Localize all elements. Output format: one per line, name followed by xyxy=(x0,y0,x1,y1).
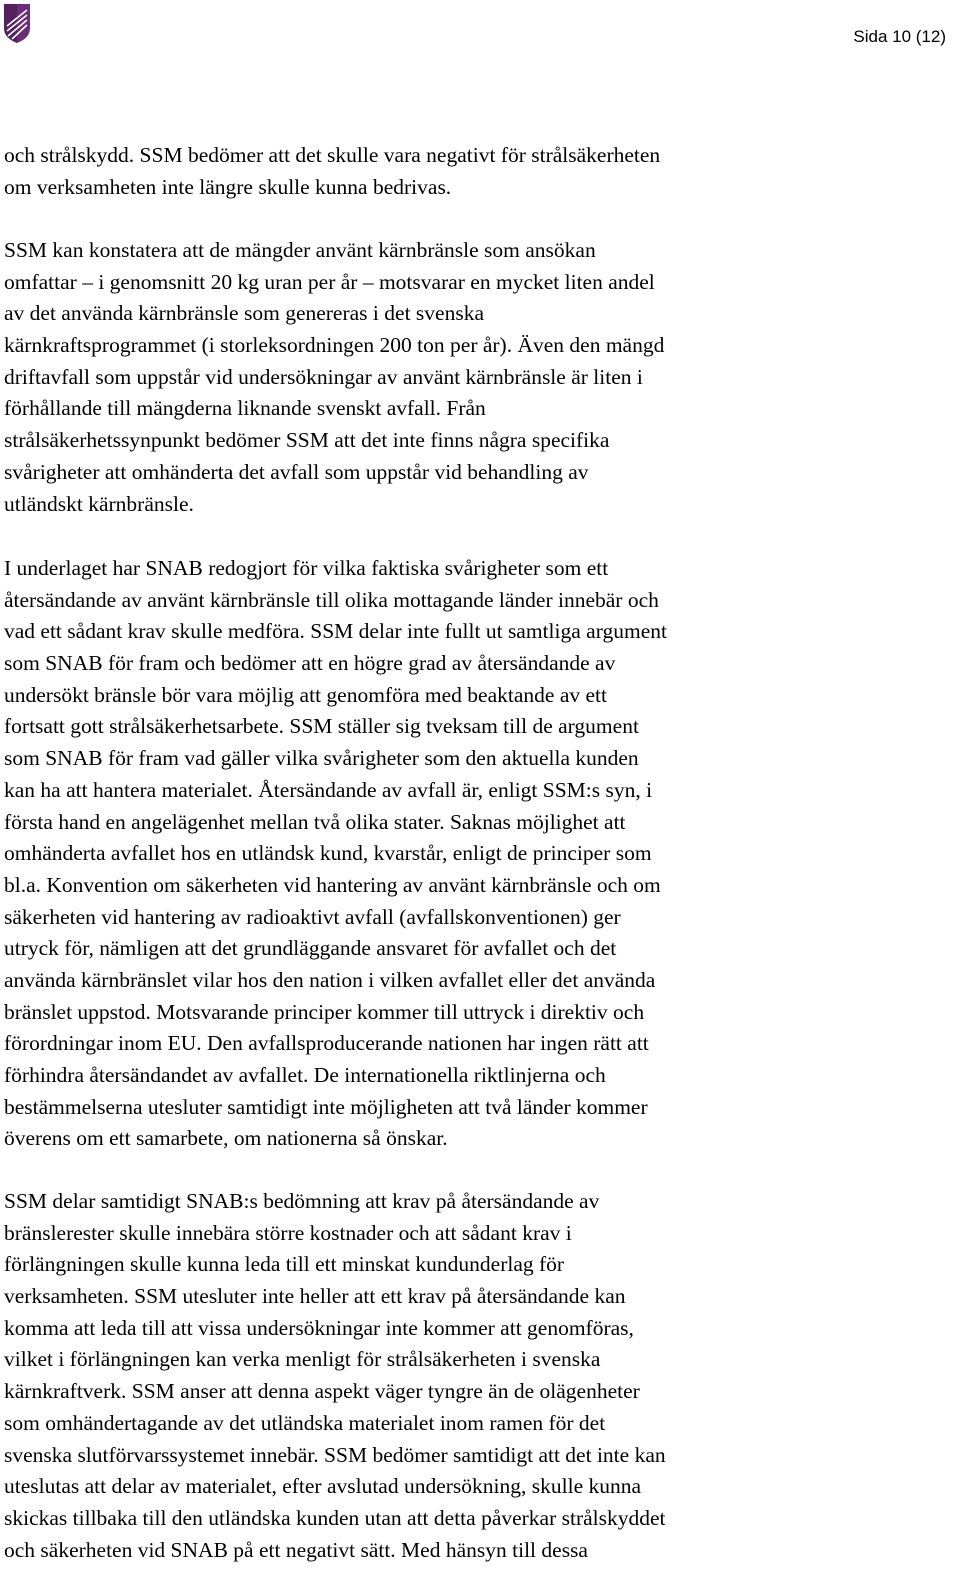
text-line: och säkerheten vid SNAB på ett negativt sätt. Med hänsyn till dessa xyxy=(4,1537,588,1562)
text-line: vad ett sådant krav skulle medföra. SSM delar inte fullt ut samtliga argument xyxy=(4,619,667,644)
text-line: uteslutas att delar av materialet, efter avslutad undersökning, skulle kunna xyxy=(4,1474,642,1499)
paragraph-1 xyxy=(4,140,660,203)
text-line: vilket i förlängningen kan verka menligt för strålsäkerheten i svenska xyxy=(4,1347,601,1372)
text-line: SSM delar samtidigt SNAB:s bedömning att krav på återsändande av xyxy=(4,1189,600,1213)
paragraph-3 xyxy=(4,553,667,1155)
text-line: bestämmelserna utesluter samtidigt inte möjligheten att två länder kommer xyxy=(4,1094,648,1119)
text-line: bl.a. Konvention om säkerheten vid hantering av använt kärnbränsle och om xyxy=(4,872,661,897)
text-line: förhållande till mängderna liknande svenskt avfall. Från xyxy=(4,396,486,421)
text-line: bränslerester skulle innebära större kostnader och att sådant krav i xyxy=(4,1220,572,1245)
text-line: I underlaget har SNAB redogjort för vilka faktiska svårigheter som ett xyxy=(4,556,609,580)
text-line: förhindra återsändandet av avfallet. De internationella riktlinjerna och xyxy=(4,1063,606,1087)
text-line: använda kärnbränslet vilar hos den nation i vilken avfallet eller det använda xyxy=(4,967,656,992)
text-line: driftavfall som uppstår vid undersökningar av använt kärnbränsle är liten i xyxy=(4,364,643,389)
text-line: förordningar inom EU. Den avfallsproducerande nationen har ingen rätt att xyxy=(4,1031,649,1056)
text-line: överens om ett samarbete, om nationerna så önskar. xyxy=(4,1126,448,1151)
text-line: omhänderta avfallet hos en utländsk kund, kvarstår, enligt de principer som xyxy=(4,841,652,866)
ssm-logo-icon xyxy=(2,2,32,44)
text-line: utländskt kärnbränsle. xyxy=(4,491,194,516)
text-line: om verksamheten inte längre skulle kunna bedrivas. xyxy=(4,174,452,199)
text-line: bränslet uppstod. Motsvarande principer kommer till uttryck i direktiv och xyxy=(4,999,645,1024)
text-line: strålsäkerhetssynpunkt bedömer SSM att det inte finns några specifika xyxy=(4,428,610,453)
text-line: säkerheten vid hantering av radioaktivt avfall (avfallskonventionen) ger xyxy=(4,904,621,929)
text-line: återsändande av använt kärnbränsle till olika mottagande länder innebär och xyxy=(4,587,659,612)
text-line: kärnkraftverk. SSM anser att denna aspekt väger tyngre än de olägenheter xyxy=(4,1379,640,1404)
text-line: utryck för, nämligen att det grundläggande ansvaret för avfallet och det xyxy=(4,936,617,961)
text-line: och strålskydd. SSM bedömer att det skulle vara negativt för strålsäkerheten xyxy=(4,143,661,167)
text-line: komma att leda till att vissa undersökningar inte kommer att genomföras, xyxy=(4,1315,634,1340)
text-line: förlängningen skulle kunna leda till ett minskat kundunderlag för xyxy=(4,1252,565,1277)
paragraph-2 xyxy=(4,235,664,520)
text-line: svenska slutförvarssystemet innebär. SSM bedömer samtidigt att det inte kan xyxy=(4,1442,666,1467)
text-line: som omhändertagande av det utländska materialet inom ramen för det xyxy=(4,1410,606,1435)
text-line: SSM kan konstatera att de mängder använt kärnbränsle som ansökan xyxy=(4,238,596,262)
text-line: som SNAB för fram vad gäller vilka svårigheter som den aktuella kunden xyxy=(4,746,639,771)
text-line: fortsatt gott strålsäkerhetsarbete. SSM ställer sig tveksam till de argument xyxy=(4,714,639,739)
text-line: första hand en angelägenhet mellan två olika stater. Saknas möjlighet att xyxy=(4,809,626,834)
text-line: omfattar – i genomsnitt 20 kg uran per år – motsvarar en mycket liten andel xyxy=(4,269,655,294)
text-line: kan ha att hantera materialet. Återsändande av avfall är, enligt SSM:s syn, i xyxy=(4,777,653,802)
page-number: Sida 10 (12) xyxy=(853,27,946,46)
text-line: kärnkraftsprogrammet (i storleksordningen 200 ton per år). Även den mängd xyxy=(4,333,665,358)
text-line: svårigheter att omhänderta det avfall som uppstår vid behandling av xyxy=(4,459,589,484)
text-line: verksamheten. SSM utesluter inte heller att ett krav på återsändande kan xyxy=(4,1284,626,1309)
text-line: skickas tillbaka till den utländska kunden utan att detta påverkar strålskyddet xyxy=(4,1505,666,1530)
paragraph-4 xyxy=(4,1186,666,1566)
text-line: undersökt bränsle bör vara möjlig att genomföra med beaktande av ett xyxy=(4,682,607,707)
text-line: av det använda kärnbränsle som genereras i det svenska xyxy=(4,301,484,326)
text-line: som SNAB för fram och bedömer att en högre grad av återsändande av xyxy=(4,651,616,676)
